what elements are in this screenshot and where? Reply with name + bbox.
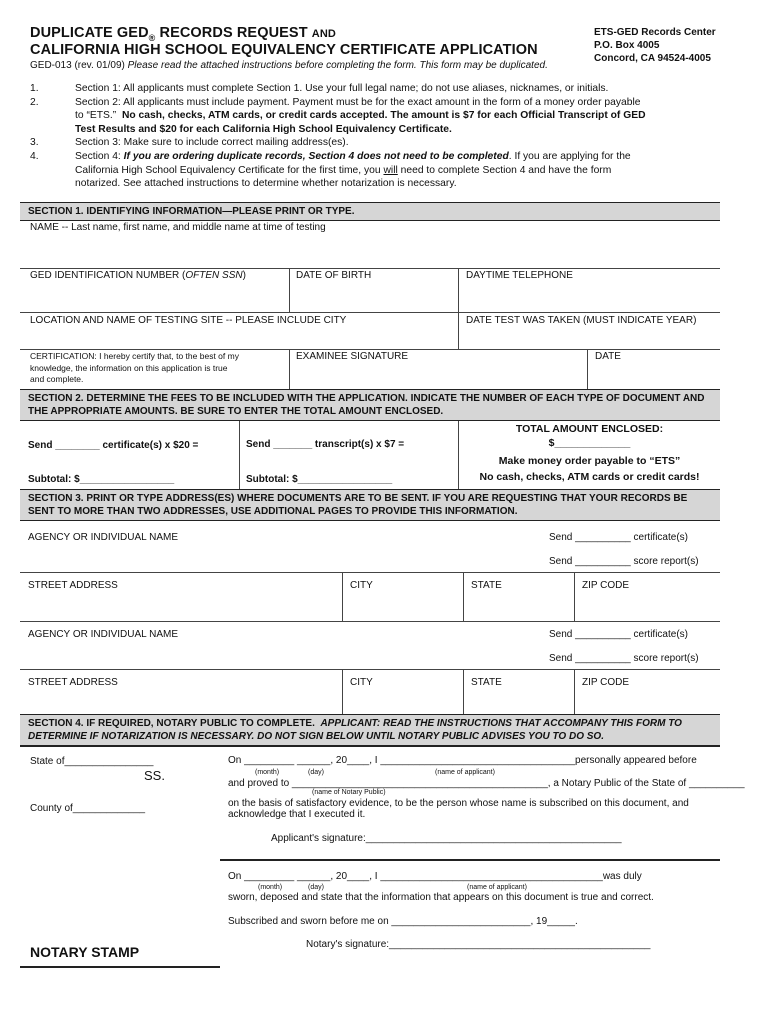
instr-2c-bold: Test Results and $20 for each California High School Equivalency Certificate. [75, 123, 452, 135]
section2-header [20, 389, 720, 421]
send-scores-2[interactable]: Send __________ score report(s) [549, 653, 699, 664]
ged-id-field[interactable] [20, 282, 288, 312]
subtotal-certificates[interactable]: Subtotal: $_________________ [28, 474, 175, 485]
instr-4a-bold: If you are ordering duplicate records, Section 4 does not need to be completed [123, 150, 509, 162]
name-field[interactable] [20, 234, 720, 268]
county-of-field[interactable]: County of_____________ [30, 803, 146, 814]
notary-signature-line[interactable]: Notary's signature:_______________________________________________ [306, 939, 651, 950]
notary-stamp-label: NOTARY STAMP [30, 944, 140, 960]
test-date-label: DATE TEST WAS TAKEN (MUST INDICATE YEAR) [466, 315, 697, 326]
zip-field-2[interactable] [575, 690, 720, 714]
cert-line-2: knowledge, the information on this application is true [30, 362, 228, 373]
agency-label-1: AGENCY OR INDIVIDUAL NAME [28, 532, 179, 543]
city-field-1[interactable] [343, 593, 462, 620]
org-city: Concord, CA 94524-4005 [594, 53, 711, 64]
instr-num-3: 3. [30, 137, 39, 149]
divider [20, 268, 720, 269]
state-field-2[interactable] [464, 690, 573, 714]
instr-3: Section 3: Make sure to include correct mailing address(es). [75, 137, 349, 149]
dob-label: DATE OF BIRTH [296, 270, 372, 281]
total-box [459, 422, 720, 484]
divider [20, 312, 720, 313]
send-certs-2[interactable]: Send __________ certificate(s) [549, 629, 688, 640]
section3-header [20, 489, 720, 521]
test-date-field[interactable] [459, 327, 720, 349]
section4-header-1-italic: APPLICANT: READ THE INSTRUCTIONS THAT ACCOMPANY THIS FORM TO [320, 718, 682, 729]
street-label-2: STREET ADDRESS [28, 677, 118, 688]
total-label: TOTAL AMOUNT ENCLOSED: [515, 423, 664, 435]
day-label-2: (day) [308, 884, 324, 891]
send-transcripts[interactable]: Send _______ transcript(s) x $7 = [246, 439, 405, 450]
proved-line[interactable]: and proved to ______________________________________________, a Notary Public of the State of __________ [228, 778, 745, 789]
section4-header-2-italic: DETERMINE IF NOTARIZATION IS NECESSARY. DO NOT SIGN BELOW UNTIL NOTARY PUBLIC ADVISES YOU TO DO SO. [28, 731, 604, 742]
send-scores-1[interactable]: Send __________ score report(s) [549, 556, 699, 567]
ged-id-label: GED IDENTIFICATION NUMBER (OFTEN SSN) [30, 270, 246, 281]
dob-field[interactable] [290, 282, 457, 312]
divider [239, 421, 240, 489]
instr-num-2: 2. [30, 96, 39, 108]
notary-name-label: (name of Notary Public) [312, 789, 386, 796]
city-label-2: CITY [350, 677, 373, 688]
instructions [30, 82, 720, 191]
instr-num-1: 1. [30, 83, 39, 94]
no-cash-note: No cash, checks, ATM cards or credit cards! [479, 471, 700, 483]
payable-note: Make money order payable to “ETS” [498, 455, 681, 467]
section2-header-2: THE APPROPRIATE AMOUNTS. BE SURE TO ENTER THE TOTAL AMOUNT ENCLOSED. [28, 406, 444, 417]
street-field-1[interactable] [20, 593, 341, 620]
divider [20, 349, 720, 350]
title-text-2: RECORDS REQUEST [155, 25, 312, 41]
org-address [594, 26, 716, 65]
divider [20, 669, 720, 670]
subtotal-transcripts[interactable]: Subtotal: $_________________ [246, 474, 393, 485]
instr-1: Section 1: All applicants must complete Section 1. Use your full legal name; do not use aliases, nicknames, or initials. [75, 83, 609, 94]
agency-label-2: AGENCY OR INDIVIDUAL NAME [28, 629, 179, 640]
form-number: GED-013 (rev. 01/09) [30, 60, 125, 71]
state-of-field[interactable]: State of________________ [30, 756, 154, 767]
divider [20, 572, 720, 573]
agency-field-2[interactable] [20, 642, 530, 668]
instr-2b-bold: No cash, checks, ATM cards, or credit cards accepted. The amount is $7 for each Official Transcript of GED [121, 110, 646, 122]
cert-line-3: and complete. [30, 374, 84, 384]
section3-header-1: SECTION 3. PRINT OR TYPE ADDRESS(ES) WHERE DOCUMENTS ARE TO BE SENT. IF YOU ARE REQUESTING THAT YOUR RECORDS BE [28, 493, 688, 504]
instr-4a-tail: . If you are applying for the [508, 150, 631, 162]
instr-4b-post: need to complete Section 4 and have the form [397, 164, 612, 176]
name-label: NAME -- Last name, first name, and middle name at time of testing [30, 222, 326, 233]
send-certs-1[interactable]: Send __________ certificate(s) [549, 532, 688, 543]
form-number-line [30, 60, 548, 71]
state-field-1[interactable] [464, 593, 573, 620]
on-line-2[interactable]: On _________ ______, 20____, I ________________________________________was duly [228, 871, 642, 882]
form-title-line2: CALIFORNIA HIGH SCHOOL EQUIVALENCY CERTIFICATE APPLICATION [30, 42, 538, 58]
phone-field[interactable] [459, 282, 720, 312]
org-po-box: P.O. Box 4005 [594, 40, 660, 51]
sign-date-field[interactable] [588, 363, 720, 389]
date-label: DATE [595, 351, 621, 362]
zip-field-1[interactable] [575, 593, 720, 620]
org-name: ETS-GED Records Center [594, 27, 716, 38]
instr-4c: notarized. See attached instructions to determine whether notarization is necessary. [75, 178, 457, 190]
applicant-signature-line[interactable]: Applicant's signature:______________________________________________ [271, 833, 622, 844]
zip-label-2: ZIP CODE [582, 677, 630, 688]
zip-label-1: ZIP CODE [582, 580, 630, 591]
instr-4a: Section 4: [75, 150, 121, 162]
certification-text [30, 351, 239, 386]
month-label-1: (month) [255, 769, 280, 776]
instr-2a: Section 2: All applicants must include payment. Payment must be for the exact amount in the form of a money order payable [75, 96, 641, 108]
title-and: AND [311, 28, 336, 40]
signature-field[interactable] [290, 363, 586, 389]
title-text: DUPLICATE GED [30, 25, 149, 41]
state-label-1: STATE [471, 580, 502, 591]
section2-header-1: SECTION 2. DETERMINE THE FEES TO BE INCLUDED WITH THE APPLICATION. INDICATE THE NUMBER OF EACH TYPE OF DOCUMENT AND [28, 393, 705, 404]
month-label-2: (month) [258, 884, 283, 891]
registered-mark: ® [148, 32, 156, 43]
section4-header-1: SECTION 4. IF REQUIRED, NOTARY PUBLIC TO COMPLETE. [28, 718, 315, 729]
section1-header: SECTION 1. IDENTIFYING INFORMATION—PLEASE PRINT OR TYPE. [20, 202, 720, 221]
street-label-1: STREET ADDRESS [28, 580, 118, 591]
instr-4b-pre: California High School Equivalency Certificate for the first time, you [75, 164, 384, 176]
city-label-1: CITY [350, 580, 373, 591]
divider [20, 966, 220, 968]
divider [220, 859, 720, 861]
section3-header-2: SENT TO MORE THAN TWO ADDRESSES, USE ADDITIONAL PAGES TO PROVIDE THIS INFORMATION. [28, 506, 518, 517]
subscribed-line[interactable]: Subscribed and sworn before me on _________________________, 19_____. [228, 916, 578, 927]
instr-num-4: 4. [30, 150, 39, 162]
total-amount-field[interactable]: $_____________ [548, 437, 631, 449]
city-field-2[interactable] [343, 690, 462, 714]
signature-label: EXAMINEE SIGNATURE [296, 351, 409, 362]
location-label: LOCATION AND NAME OF TESTING SITE -- PLEASE INCLUDE CITY [30, 315, 347, 326]
day-label-1: (day) [308, 769, 324, 776]
on-line-1[interactable]: On _________ ______, 20____, I ___________________________________personally appeared before [228, 755, 697, 766]
applicant-name-label-1: (name of applicant) [435, 769, 495, 776]
divider [20, 621, 720, 622]
applicant-name-label-2: (name of applicant) [467, 884, 527, 891]
evidence-line-1: on the basis of satisfactory evidence, to be the person whose name is subscribed on this document, and [228, 798, 689, 809]
location-field[interactable] [20, 327, 457, 349]
section4-header [20, 714, 720, 747]
sworn-statement: sworn, deposed and state that the information that appears on this document is true and correct. [228, 892, 654, 903]
street-field-2[interactable] [20, 690, 341, 714]
instr-2b: to “ETS.” [75, 110, 117, 122]
send-certificates[interactable]: Send ________ certificate(s) x $20 = [28, 440, 199, 451]
form-title-line1 [30, 25, 336, 43]
state-label-2: STATE [471, 677, 502, 688]
instr-4b-underline: will [383, 164, 398, 176]
cert-line-1: CERTIFICATION: I hereby certify that, to the best of my [30, 351, 239, 361]
evidence-line-2: acknowledge that I executed it. [228, 809, 366, 820]
form-note: Please read the attached instructions before completing the form. This form may be duplicated. [127, 60, 548, 71]
phone-label: DAYTIME TELEPHONE [466, 270, 573, 281]
ss-label: SS. [144, 768, 165, 783]
agency-field-1[interactable] [20, 545, 530, 571]
